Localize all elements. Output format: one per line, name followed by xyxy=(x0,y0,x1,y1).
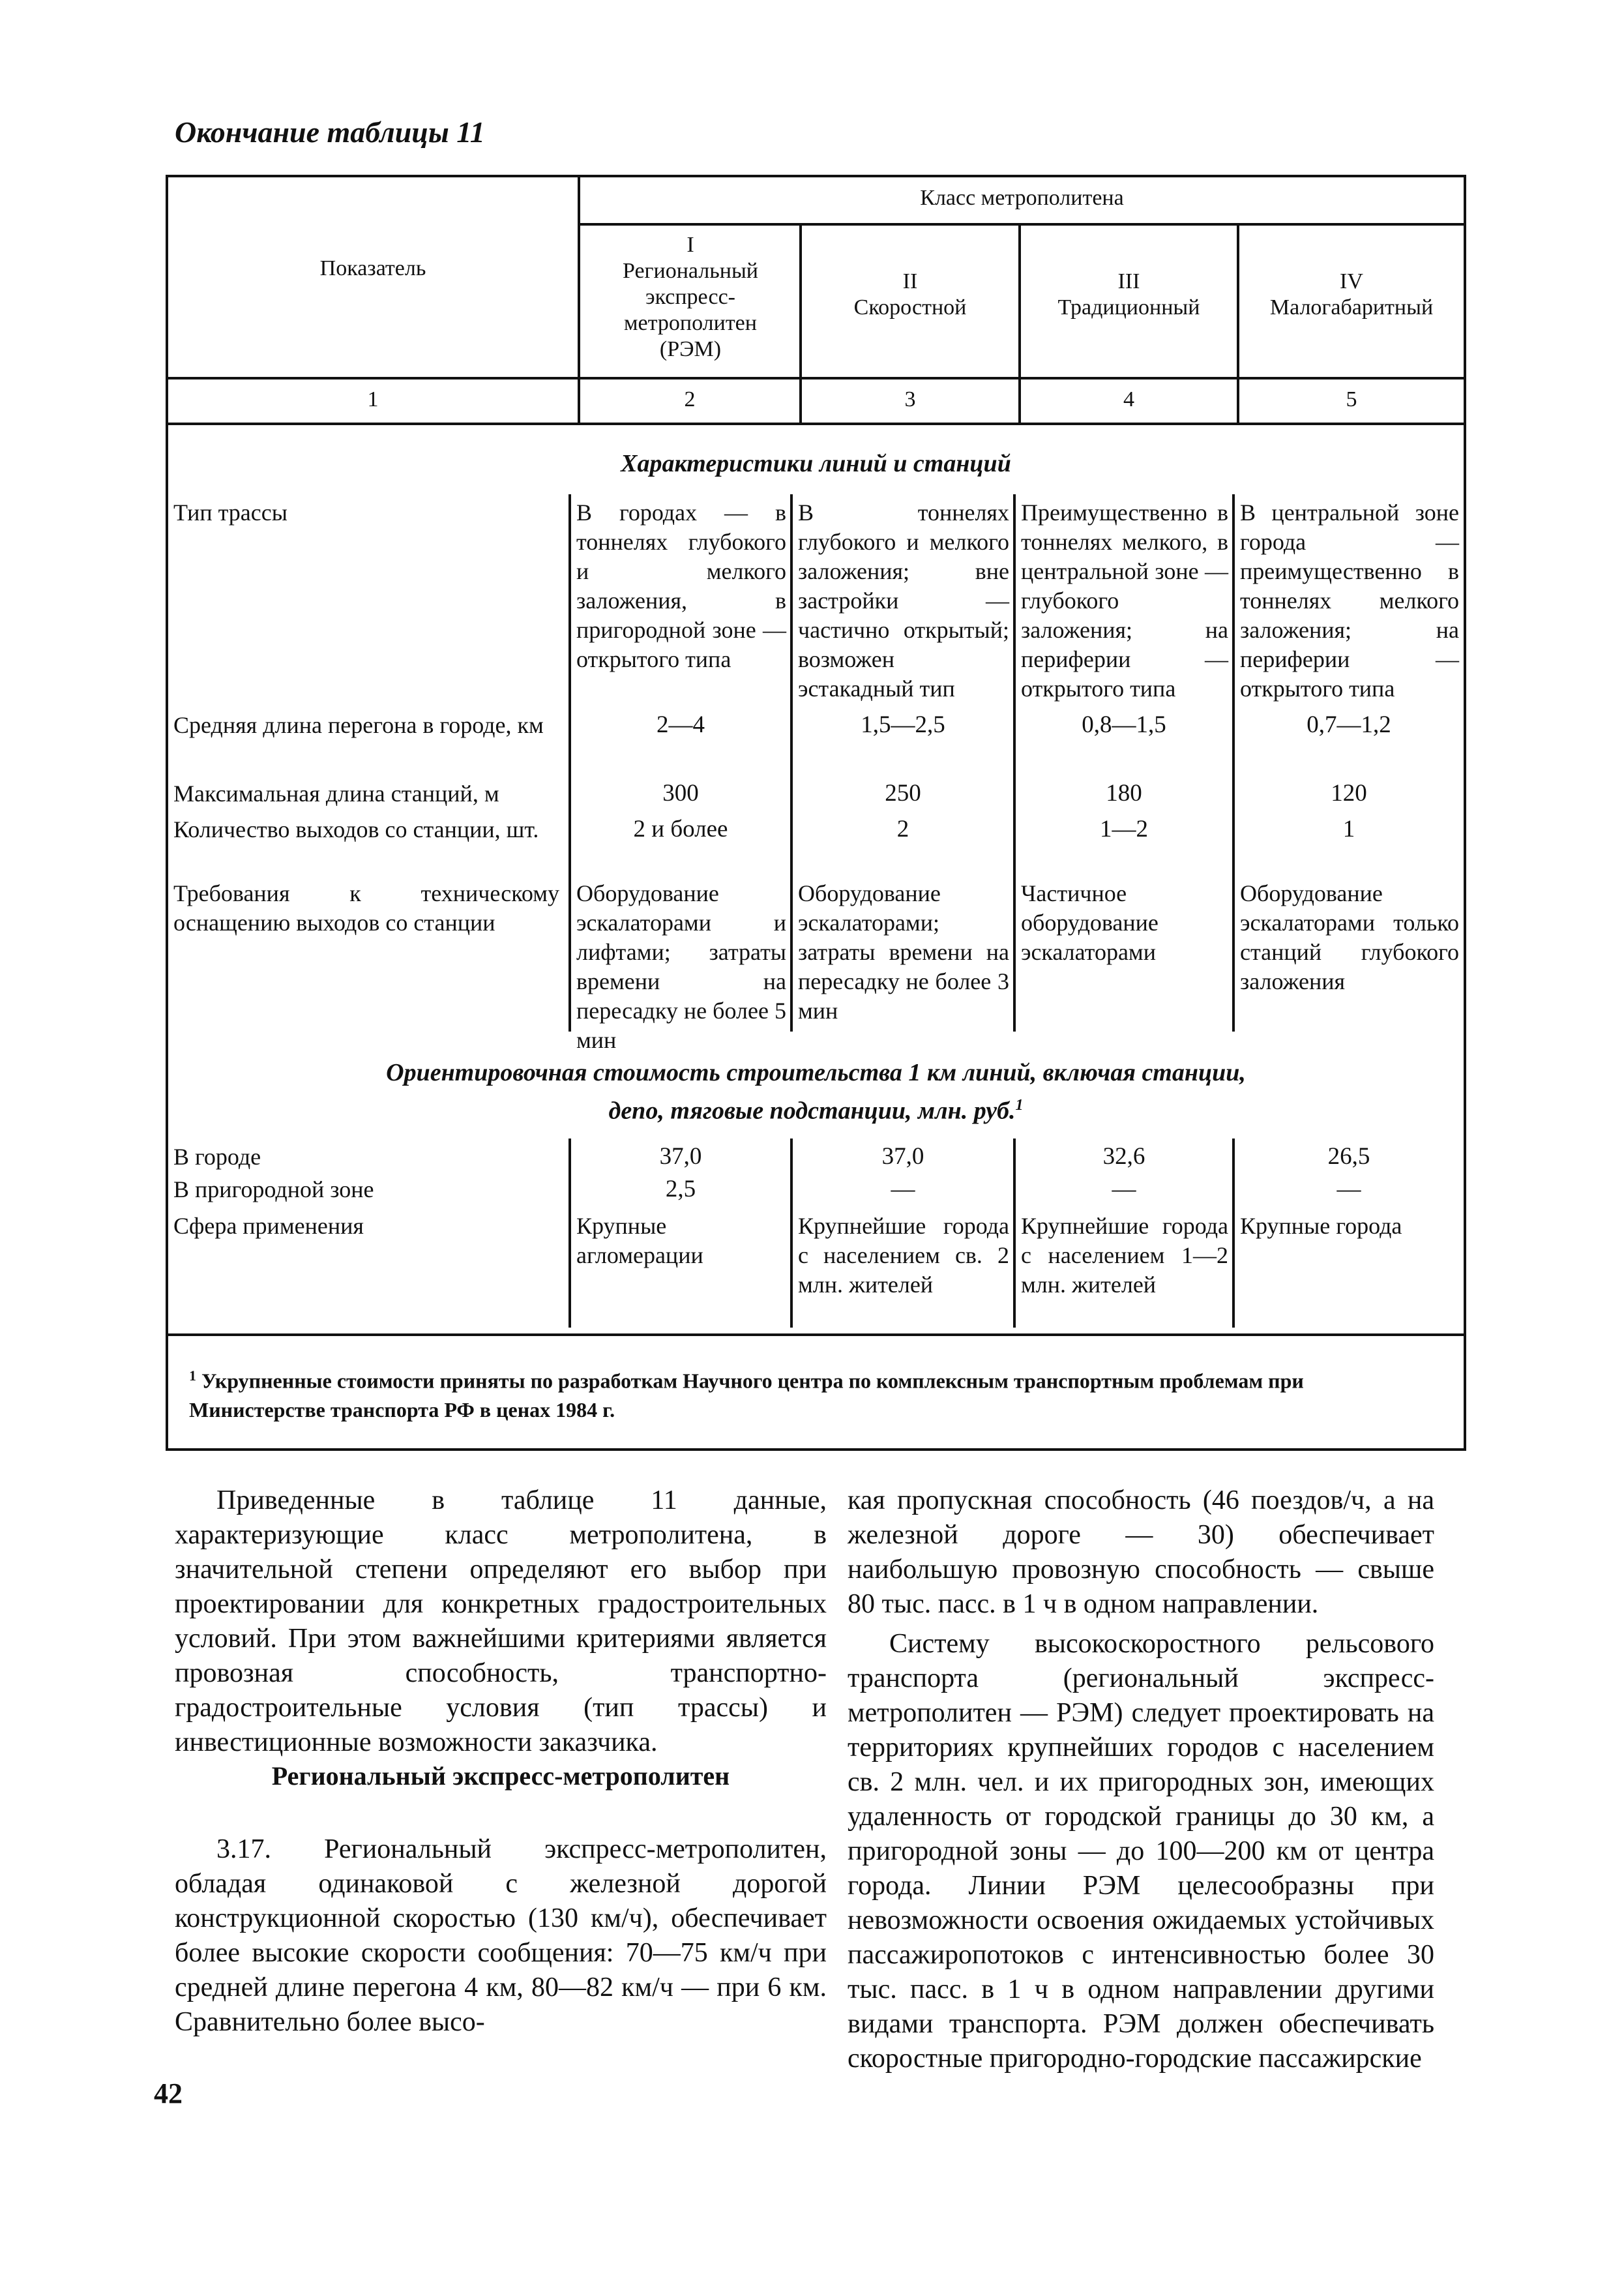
table-cell: 2 xyxy=(896,816,909,842)
section-title-cost-line2: депо, тяговые подстанции, млн. руб.$^1$ xyxy=(608,1097,1024,1125)
header-class-1 xyxy=(582,232,799,363)
table-cell: Крупнейшие города с населением 1—2 млн. жителей xyxy=(1021,1213,1228,1298)
header-class-4 xyxy=(1239,269,1464,321)
table-cell: 300 xyxy=(662,780,699,807)
rule xyxy=(568,494,571,1032)
table-cell: 37,0 xyxy=(659,1143,702,1170)
header-class-2 xyxy=(802,269,1018,321)
table-footnote xyxy=(189,1362,1441,1424)
table-cell: 2—4 xyxy=(657,711,705,738)
row-label: В пригородной зоне xyxy=(173,1176,374,1202)
table-cell: 37,0 xyxy=(881,1143,924,1170)
table-cell: 32,6 xyxy=(1102,1143,1145,1170)
footnote-text: Укрупненные стоимости приняты по разработкам Научного центра по комплексным транспортным проблемам при Министерстве транспорта РФ в ценах 1984 г. xyxy=(189,1369,1304,1421)
row-label: Тип трассы xyxy=(173,499,288,526)
footnote-ref: 1 xyxy=(1015,1097,1024,1114)
section-title-cost-line1: Ориентировочная стоимость строительства 1 км линий, включая станции, xyxy=(386,1059,1246,1086)
rule xyxy=(578,223,1466,226)
row-label: В городе xyxy=(173,1144,261,1170)
column-number: 2 xyxy=(684,387,696,411)
header-indicator: Показатель xyxy=(319,256,426,280)
column-number: 4 xyxy=(1123,387,1134,411)
table-cell: Преимущественно в тоннелях мелкого, в центральной зоне — глубокого заложения; на периферии — открытого типа xyxy=(1021,499,1228,702)
table-cell: — xyxy=(1336,1176,1361,1202)
table-cell: В центральной зоне города — преимущественно в тоннелях мелкого заложения; на периферии — открытого типа xyxy=(1240,499,1459,702)
table-cell: 2,5 xyxy=(665,1176,696,1202)
table-cell: Оборудование эскалаторами и лифтами; затраты времени на пересадку не более 5 мин xyxy=(576,880,786,1053)
rule xyxy=(166,1333,1466,1336)
row-label: Количество выходов со станции, шт. xyxy=(173,816,539,842)
table-cell: 250 xyxy=(885,780,921,807)
right-column-paragraph-2: Систему высокоскоростного рельсового транспорта (региональный экспресс-метрополитен — РЭМ) следует проектировать на территориях крупнейших городов с населением св. 2 млн. чел. и их пригородных зон, имеющих удаленность от городской границы до 30 км, а пригородной зоны — до 100—200 км от центра города. Линии РЭМ целесообразны при невозможности освоения ожидаемых устойчивых пассажиропотоков с интенсивностью более 30 тыс. пасс. в 1 ч в одном направлении другими видами транспорта. РЭМ должен обеспечивать скоростные пригородно-городские пассажирские xyxy=(848,1629,1434,2074)
page-number: 42 xyxy=(154,2077,183,2109)
header-class-1-roman: I xyxy=(687,233,694,257)
table-caption: Окончание таблицы 11 xyxy=(175,115,485,149)
rule xyxy=(166,423,1466,425)
table-cell: 26,5 xyxy=(1327,1143,1370,1170)
section-title-lines: Характеристики линий и станций xyxy=(621,450,1011,477)
column-number: 5 xyxy=(1346,387,1357,411)
row-label: Сфера применения xyxy=(173,1213,364,1239)
table-cell: Крупные агломерации xyxy=(576,1213,703,1268)
table-cell: 180 xyxy=(1106,780,1142,807)
header-class-4-roman: IV xyxy=(1340,269,1363,293)
table-cell: Крупнейшие города с населением св. 2 млн. жителей xyxy=(798,1213,1009,1298)
table-cell: — xyxy=(891,1176,915,1202)
section-subheading: Региональный экспресс-метрополитен xyxy=(271,1761,730,1791)
column-number: 3 xyxy=(904,387,916,411)
section-title-cost xyxy=(168,1056,1464,1127)
table-cell: 2 и более xyxy=(633,816,728,842)
table-cell: — xyxy=(1112,1176,1136,1202)
row-label: Требования к техническому оснащению выходов со станции xyxy=(173,880,559,936)
header-class-4-name: Малогабаритный xyxy=(1269,295,1434,320)
table-cell: 1 xyxy=(1342,816,1355,842)
header-class-3-roman: III xyxy=(1117,269,1140,293)
row-label: Максимальная длина станций, м xyxy=(173,781,499,807)
rule xyxy=(166,377,1466,380)
header-class-3 xyxy=(1021,269,1237,321)
row-label: Средняя длина перегона в городе, км xyxy=(173,712,544,738)
rule xyxy=(1232,494,1235,1032)
header-class-3-name: Традиционный xyxy=(1057,295,1200,320)
table-cell: Оборудование эскалаторами только станций глубокого заложения xyxy=(1240,880,1459,994)
header-class-2-name: Скоростной xyxy=(853,295,967,320)
table-cell: 1—2 xyxy=(1100,816,1148,842)
table-cell: Крупные города xyxy=(1240,1213,1402,1239)
rule xyxy=(578,175,580,423)
left-column-paragraph-1: Приведенные в таблице 11 данные, характеризующие класс метрополитена, в значительной степени определяют его выбор при проектировании для конкретных градостроительных условий. При этом важнейшими критериями является провозная способность, транспортно-градостроительные условия (тип трассы) и инвестиционные возможности заказчика. xyxy=(175,1485,827,1757)
table-cell: 120 xyxy=(1331,780,1367,807)
table-cell: В городах — в тоннелях глубокого и мелкого заложения, в пригородной зоне — открытого типа xyxy=(576,499,786,672)
right-column-paragraph-1: кая пропускная способность (46 поездов/ч, а на железной дороге — 30) обеспечивает наибольшую провозную способность — свыше 80 тыс. пасс. в 1 ч в одном направлении. xyxy=(848,1485,1434,1619)
column-number: 1 xyxy=(367,387,379,411)
table-cell: Оборудование эскалаторами; затраты времени на пересадку не более 3 мин xyxy=(798,880,1009,1024)
table-cell: Частичное оборудование эскалаторами xyxy=(1021,880,1159,965)
header-class-1-name: Региональный экспресс-метрополитен (РЭМ) xyxy=(623,259,758,361)
table-cell: 1,5—2,5 xyxy=(861,711,945,738)
rule xyxy=(790,494,793,1032)
footnote-mark: 1 xyxy=(189,1367,196,1384)
left-column-paragraph-2: 3.17. Региональный экспресс-метрополитен, обладая одинаковой с железной дорогой конструкционной скоростью (130 км/ч), обеспечивает более высокие скорости сообщения: 70—75 км/ч при средней длине перегона 4 км, 80—82 км/ч — при 6 км. Сравнительно более высо- xyxy=(175,1834,827,2037)
table-cell: 0,8—1,5 xyxy=(1082,711,1166,738)
table-cell: 0,7—1,2 xyxy=(1307,711,1391,738)
rule xyxy=(1013,494,1016,1032)
header-class-2-roman: II xyxy=(902,269,918,293)
header-class-title: Класс метрополитена xyxy=(920,186,1124,210)
table-cell: В тоннелях глубокого и мелкого заложения; вне застройки — частично открытый; возможен эстакадный тип xyxy=(798,499,1009,702)
